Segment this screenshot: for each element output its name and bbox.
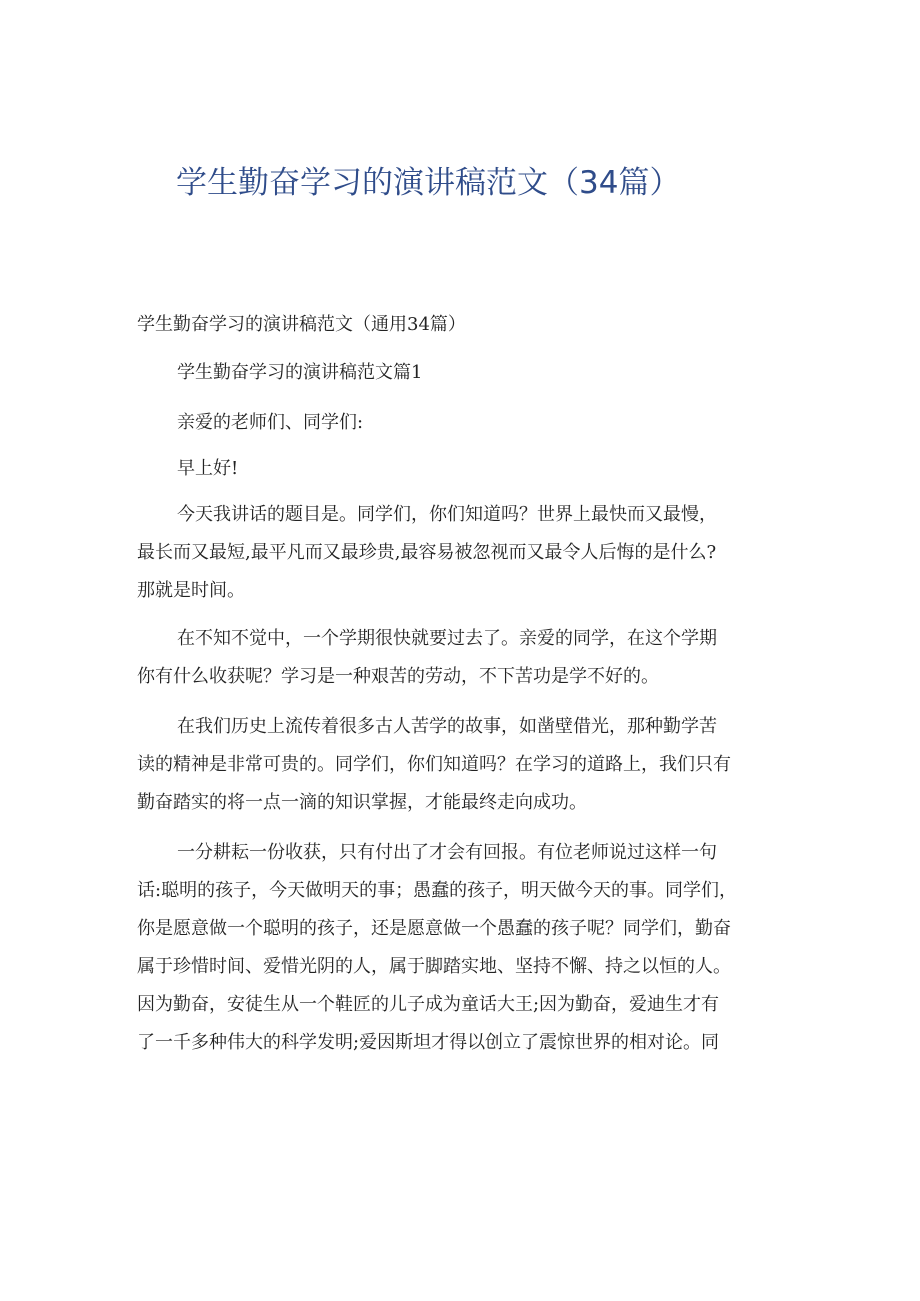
paragraph-line: 在我们历史上流传着很多古人苦学的故事，如凿壁借光，那种勤学苦 [177, 716, 717, 737]
greeting: 早上好! [177, 458, 239, 479]
paragraph-line: 读的精神是非常可贵的。同学们，你们知道吗？在学习的道路上，我们只有 [137, 754, 731, 775]
subtitle-line: 学生勤奋学习的演讲稿范文（通用34篇） [137, 314, 466, 335]
salutation: 亲爱的老师们、同学们: [177, 412, 364, 433]
paragraph-line: 最长而又最短,最平凡而又最珍贵,最容易被忽视而又最令人后悔的是什么? [137, 542, 717, 563]
paragraph-line: 勤奋踏实的将一点一滴的知识掌握，才能最终走向成功。 [137, 792, 587, 813]
paragraph-line: 你是愿意做一个聪明的孩子，还是愿意做一个愚蠢的孩子呢？同学们，勤奋 [137, 918, 731, 939]
paragraph-line: 你有什么收获呢？学习是一种艰苦的劳动，不下苦功是学不好的。 [137, 666, 659, 687]
paragraph-line: 属于珍惜时间、爱惜光阴的人，属于脚踏实地、坚持不懈、持之以恒的人。 [137, 956, 731, 977]
section-heading: 学生勤奋学习的演讲稿范文篇1 [177, 362, 423, 383]
document-title: 学生勤奋学习的演讲稿范文（34篇） [176, 165, 681, 201]
paragraph-line: 今天我讲话的题目是。同学们，你们知道吗？世界上最快而又最慢， [177, 504, 717, 525]
paragraph-line: 在不知不觉中，一个学期很快就要过去了。亲爱的同学，在这个学期 [177, 628, 717, 649]
paragraph-line: 因为勤奋，安徒生从一个鞋匠的儿子成为童话大王;因为勤奋，爱迪生才有 [137, 994, 720, 1015]
paragraph-line: 话:聪明的孩子，今天做明天的事；愚蠢的孩子，明天做今天的事。同学们， [137, 880, 738, 901]
paragraph-line: 一分耕耘一份收获，只有付出了才会有回报。有位老师说过这样一句 [177, 842, 717, 863]
document-body [137, 306, 797, 1062]
paragraph-line: 那就是时间。 [137, 580, 245, 601]
paragraph-line: 了一千多种伟大的科学发明;爱因斯坦才得以创立了震惊世界的相对论。同 [137, 1032, 720, 1053]
